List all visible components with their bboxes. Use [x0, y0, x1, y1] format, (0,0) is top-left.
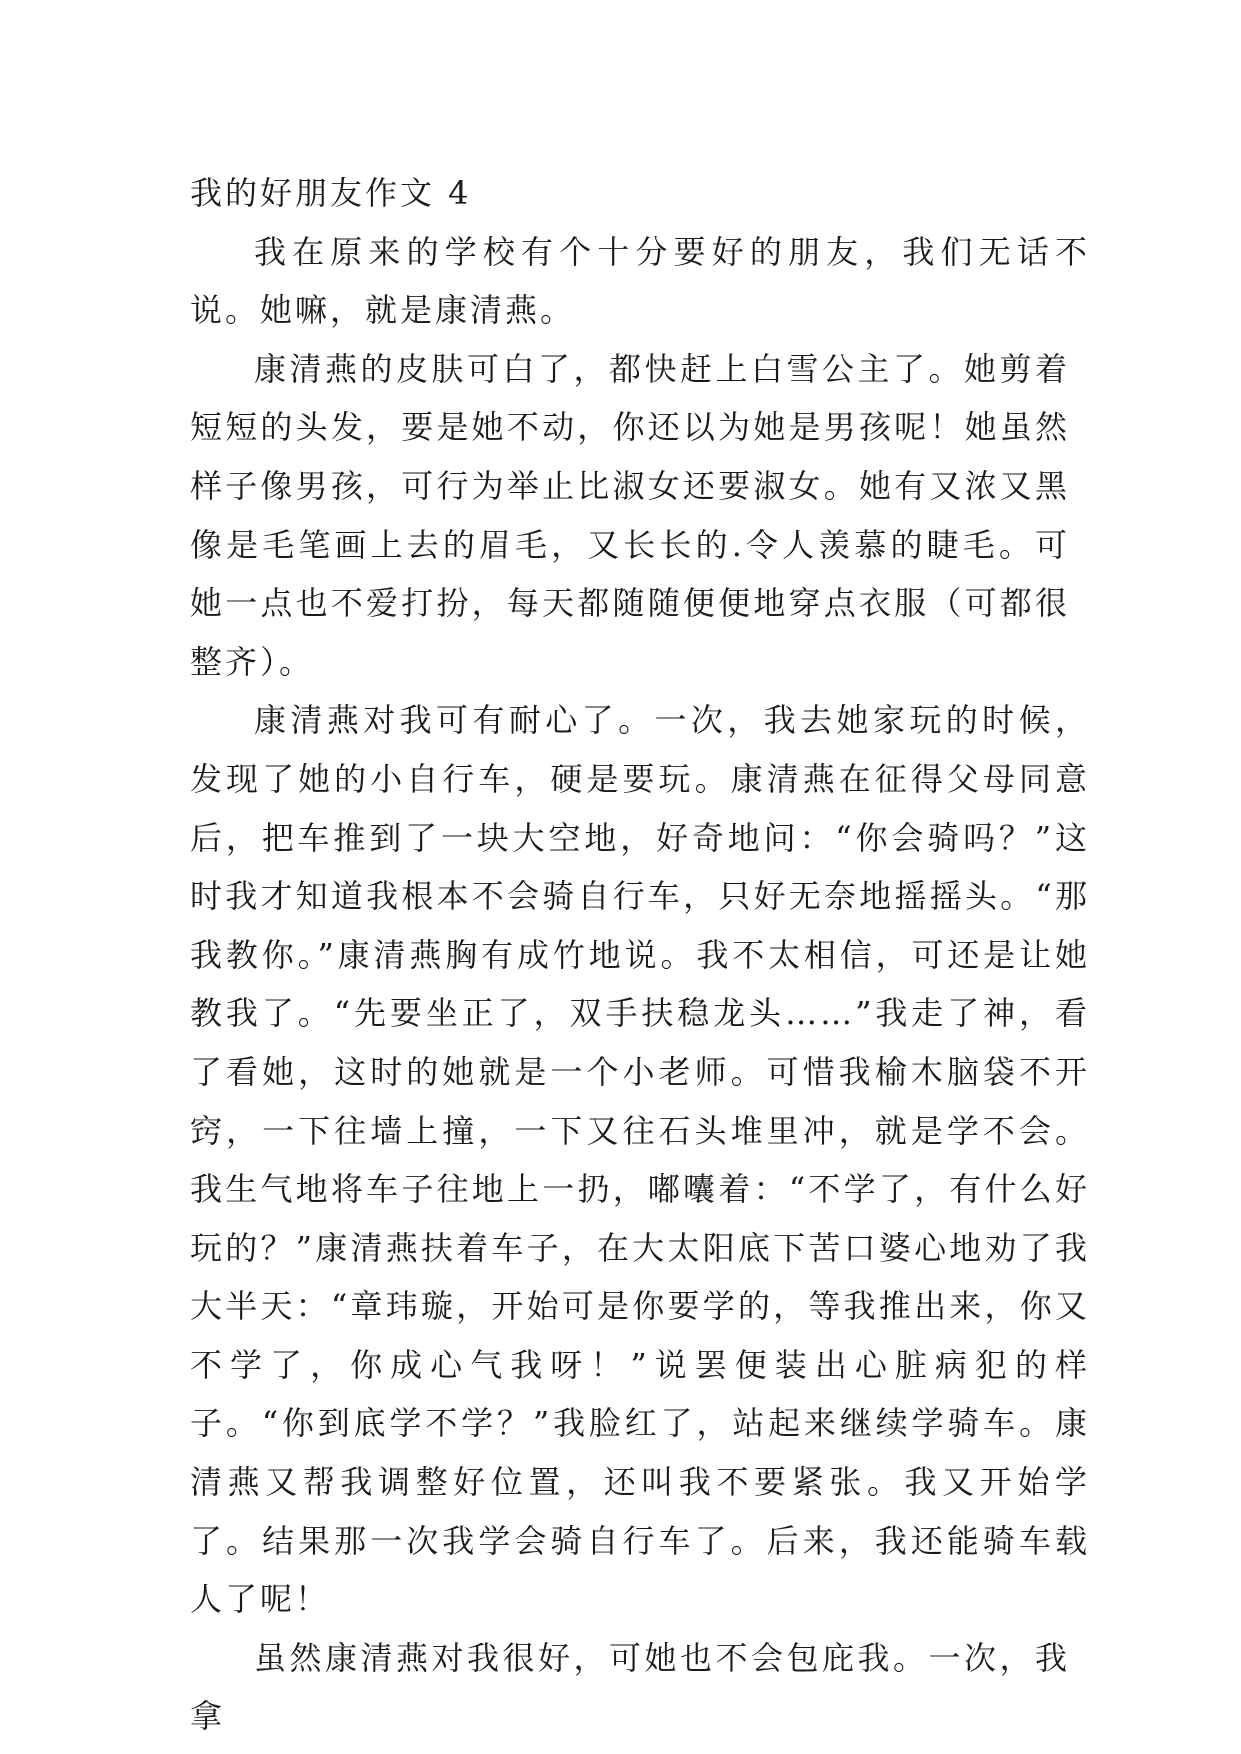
paragraph-3: 康清燕对我可有耐心了。一次，我去她家玩的时候，发现了她的小自行车，硬是要玩。康清燕在征得父母同意后，把车推到了一块大空地，好奇地问：“你会骑吗？”这时我才知道我根本不会骑自行车，只好无奈地摇摇头。“那我教你。”康清燕胸有成竹地说。我不太相信，可还是让她教我了。“先要坐正了，双手扶稳龙头……”我走了神，看了看她，这时的她就是一个小老师。可惜我榆木脑袋不开窍，一下往墙上撞，一下又往石头堆里冲，就是学不会。我生气地将车子往地上一扔，嘟囔着：“不学了，有什么好玩的？”康清燕扶着车子，在大太阳底下苦口婆心地劝了我大半天：“章玮璇，开始可是你要学的，等我推出来，你又不学了，你成心气我呀！”说罢便装出心脏病犯的样子。“你到底学不学？”我脸红了，站起来继续学骑车。康清燕又帮我调整好位置，还叫我不要紧张。我又开始学了。结果那一次我学会骑自行车了。后来，我还能骑车载人了呢！ — [190, 701, 1090, 1619]
paragraph-1: 我在原来的学校有个十分要好的朋友，我们无话不说。她嘛，就是康清燕。 — [190, 232, 1090, 330]
document-body — [190, 164, 1090, 1746]
paragraph-4: 虽然康清燕对我很好，可她也不会包庇我。一次，我拿 — [190, 1638, 1070, 1736]
essay-title: 我的好朋友作文 4 — [190, 174, 472, 212]
paragraph-2: 康清燕的皮肤可白了，都快赶上白雪公主了。她剪着短短的头发，要是她不动，你还以为她是男孩呢！她虽然样子像男孩，可行为举止比淑女还要淑女。她有又浓又黑像是毛笔画上去的眉毛，又长长的.令人羡慕的睫毛。可她一点也不爱打扮，每天都随随便便地穿点衣服（可都很整齐）。 — [190, 349, 1070, 681]
